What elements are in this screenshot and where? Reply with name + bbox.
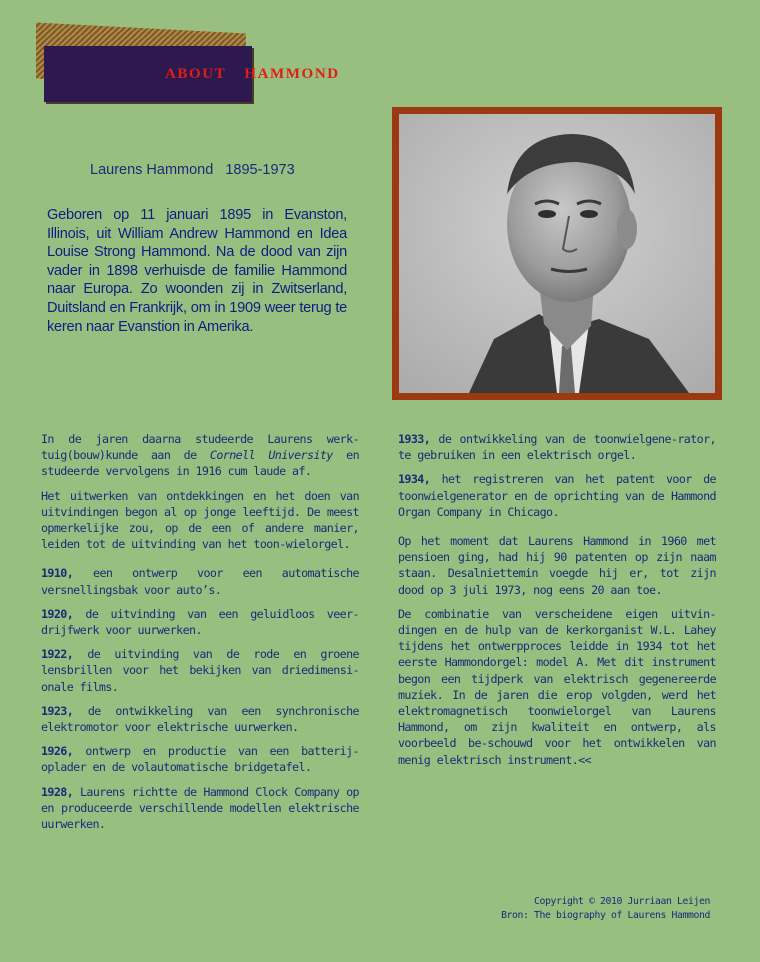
- timeline-item: [398, 431, 716, 463]
- timeline-item: [398, 471, 716, 520]
- timeline-text: de ontwikkeling van een synchronische elektromotor voor elektrische uurwerken.: [41, 703, 359, 735]
- timeline-item: [41, 606, 359, 638]
- timeline-item: [41, 646, 359, 695]
- study-text-a: In de jaren daarna studeerde Laurens werk-tuig(bouw)kunde aan de: [41, 432, 359, 463]
- combination-paragraph: De combinatie van verscheidene eigen uitvin-dingen en de hulp van de kerkorganist W.L. Lahey tijdens het ontwerpproces leidde in 1934 tot het eerste Hammondorgel: model A. Met dit instrument begon een tijdperk van elektrisch gegenereerde muziek. In de jaren die erop volgden, werd het elektromagnetisch toonwielorgel van Laurens Hammond, om zijn kwaliteit en ontwerp, als voorbeeld be-schouwd voor het ontwikkelen van menig elektrisch instrument.<<: [398, 606, 716, 767]
- right-column: [398, 431, 716, 776]
- timeline-year: 1920,: [41, 606, 74, 621]
- retirement-paragraph: Op het moment dat Laurens Hammond in 1960 met pensioen ging, had hij 90 patenten op zijn naam staan. Desalniettemin voegde hij er, tot zijn dood op 3 juli 1973, nog eens 20 aan toe.: [398, 534, 716, 597]
- timeline-text: Laurens richtte de Hammond Clock Company op en produceerde verschillende modellen elektrische uurwerken.: [41, 784, 359, 832]
- timeline-item: [41, 703, 359, 735]
- title-word-hammond: HAMMOND: [244, 66, 340, 82]
- source-line: Bron: The biography of Laurens Hammond: [501, 910, 710, 921]
- page-title: [165, 66, 340, 83]
- timeline-year: 1928,: [41, 784, 74, 799]
- left-column: [41, 431, 359, 840]
- timeline-year: 1926,: [41, 744, 74, 759]
- portrait-frame: [392, 107, 722, 400]
- title-word-about: ABOUT: [165, 66, 227, 82]
- timeline-text: ontwerp en productie van een batterij-oplader en de volautomatische bridgetafel.: [41, 744, 359, 775]
- inventions-paragraph: Het uitwerken van ontdekkingen en het doen van uitvindingen begon al op jonge leeftijd. De meest opmerkelijke zou, op de een of andere manier, leiden tot de uitvinding van het toon-wielorgel.: [41, 488, 359, 552]
- subtitle-name: Laurens Hammond: [90, 162, 214, 178]
- timeline-year: 1923,: [41, 703, 74, 718]
- subtitle: [90, 162, 295, 178]
- timeline-text: een ontwerp voor een automatische versnellingsbak voor auto’s.: [41, 566, 359, 597]
- intro-paragraph: Geboren op 11 januari 1895 in Evanston, Illinois, uit William Andrew Hammond en Idea Louise Strong Hammond. Na de dood van zijn vader in 1898 verhuisde de familie Hammond naar Europa. Zo woonden zij in Zwitserland, Duitsland en Frankrijk, om in 1909 weer terug te keren naar Evanstion in Amerika.: [47, 207, 347, 335]
- timeline-year: 1922,: [41, 647, 74, 662]
- subtitle-years: 1895-1973: [225, 162, 295, 178]
- portrait-photo: [399, 114, 715, 393]
- study-text-b: en studeerde vervolgens in 1916 cum laude af.: [41, 448, 360, 479]
- timeline-year: 1934,: [398, 472, 431, 487]
- timeline-year: 1910,: [41, 566, 74, 581]
- timeline-text: de uitvinding van een geluidloos veer-drijfwerk voor uurwerken.: [41, 606, 359, 638]
- timeline-year: 1933,: [398, 432, 431, 446]
- timeline-text: de ontwikkeling van de toonwielgene-rator, te gebruiken in een elektrisch orgel.: [398, 432, 716, 463]
- study-paragraph: [41, 431, 359, 480]
- copyright-line: Copyright © 2010 Jurriaan Leijen: [534, 896, 710, 907]
- portrait-illustration: [399, 114, 715, 393]
- timeline-text: de uitvinding van de rode en groene lensbrillen voor het bekijken van driedimensi-onale films.: [41, 647, 359, 694]
- timeline-text: het registreren van het patent voor de toonwielgenerator en de oprichting van de Hammond Organ Company in Chicago.: [398, 472, 716, 519]
- timeline-item: [41, 784, 359, 833]
- university-name: Cornell University: [209, 448, 333, 463]
- footer-credits: [501, 895, 710, 923]
- timeline-item: [41, 743, 359, 775]
- timeline-item: [41, 565, 359, 597]
